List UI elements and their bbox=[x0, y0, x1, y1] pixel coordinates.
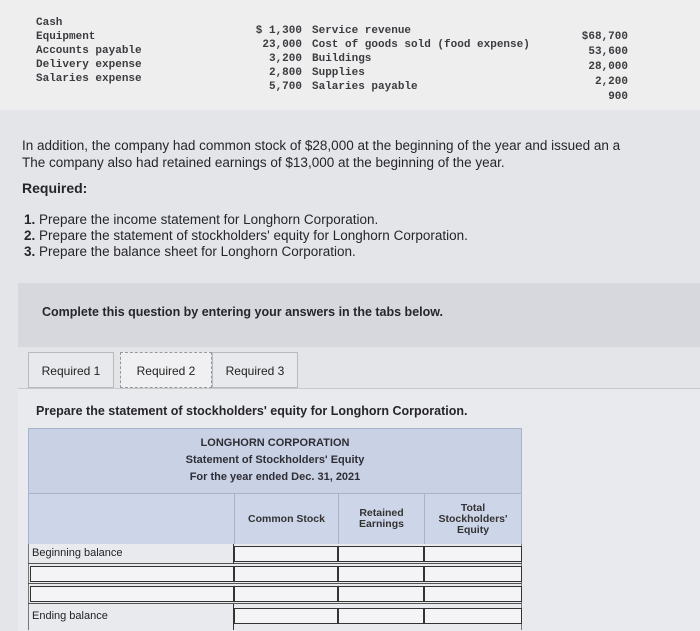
row-label-cell bbox=[28, 544, 234, 564]
table-row bbox=[28, 604, 522, 630]
ledger-label: Salaries expense bbox=[36, 73, 142, 85]
required-item-number: 3. bbox=[24, 244, 36, 259]
ledger-label: Accounts payable bbox=[36, 45, 142, 57]
required-item-text: Prepare the income statement for Longhorn Corporation. bbox=[39, 212, 379, 227]
ledger-amount: 900 bbox=[608, 91, 628, 103]
instructions-banner bbox=[18, 283, 700, 347]
common-stock-input[interactable] bbox=[234, 608, 338, 624]
ledger-label: Cash bbox=[36, 17, 63, 29]
required-item bbox=[24, 228, 468, 244]
ledger-label: Delivery expense bbox=[36, 59, 142, 71]
tab-required-1[interactable]: Required 1 bbox=[28, 352, 114, 388]
required-item-number: 1. bbox=[24, 212, 36, 227]
row-label-cell bbox=[28, 604, 234, 630]
column-header-common-stock: Common Stock bbox=[234, 494, 338, 544]
table-row bbox=[28, 544, 522, 564]
banner-text: Complete this question by entering your answers in the tabs below. bbox=[42, 305, 443, 319]
retained-earnings-input[interactable] bbox=[338, 566, 424, 582]
required-item-number: 2. bbox=[24, 228, 36, 243]
ledger-right-amounts bbox=[560, 30, 628, 105]
row-label-input[interactable] bbox=[30, 586, 234, 602]
column-header-total-equity: Total Stockholders' Equity bbox=[424, 494, 522, 544]
ledger-label: Buildings bbox=[312, 53, 372, 65]
total-equity-input[interactable] bbox=[424, 608, 522, 624]
required-item-text: Prepare the balance sheet for Longhorn Corporation. bbox=[39, 244, 356, 259]
statement-title: Statement of Stockholders' Equity bbox=[185, 454, 365, 466]
ledger-label: Cost of goods sold (food expense) bbox=[312, 39, 530, 51]
row-label: Beginning balance bbox=[32, 547, 123, 559]
required-heading: Required: bbox=[22, 180, 88, 196]
ledger-amount: 5,700 bbox=[268, 81, 302, 93]
common-stock-input[interactable] bbox=[234, 566, 338, 582]
common-stock-input[interactable] bbox=[234, 546, 338, 562]
ledger-amount: 2,200 bbox=[594, 76, 628, 88]
ledger-amount: $68,700 bbox=[581, 31, 628, 43]
table-row bbox=[28, 564, 522, 584]
statement-header bbox=[28, 428, 522, 494]
total-equity-input[interactable] bbox=[424, 586, 522, 602]
required-item-text: Prepare the statement of stockholders' equity for Longhorn Corporation. bbox=[39, 228, 468, 243]
ledger-mid-amounts bbox=[252, 24, 302, 94]
retained-earnings-input[interactable] bbox=[338, 586, 424, 602]
retained-earnings-input[interactable] bbox=[338, 546, 424, 562]
company-name: LONGHORN CORPORATION bbox=[200, 437, 350, 449]
row-label: Ending balance bbox=[32, 610, 108, 622]
required-item bbox=[24, 212, 468, 228]
total-equity-input[interactable] bbox=[424, 566, 522, 582]
required-item bbox=[24, 244, 468, 260]
account-ledger bbox=[0, 0, 700, 110]
ledger-left-labels bbox=[36, 16, 142, 86]
paragraph-line: The company also had retained earnings of $13,000 at the beginning of the year. bbox=[22, 155, 505, 170]
column-header-retained-earnings: Retained Earnings bbox=[338, 494, 424, 544]
ledger-label: Equipment bbox=[36, 31, 96, 43]
ledger-mid-labels bbox=[312, 24, 530, 94]
tab-required-2[interactable]: Required 2 bbox=[120, 352, 212, 388]
ledger-label: Salaries payable bbox=[312, 81, 418, 93]
ledger-amount: $ 1,300 bbox=[255, 25, 302, 37]
common-stock-input[interactable] bbox=[234, 586, 338, 602]
ledger-amount: 53,600 bbox=[588, 46, 628, 58]
tab-required-3[interactable]: Required 3 bbox=[212, 352, 298, 388]
paragraph-line: In addition, the company had common stock of $28,000 at the beginning of the year and issued an a bbox=[22, 138, 621, 153]
ledger-label: Supplies bbox=[312, 67, 365, 79]
row-label-input[interactable] bbox=[30, 566, 234, 582]
ledger-amount: 2,800 bbox=[268, 67, 302, 79]
ledger-label: Service revenue bbox=[312, 25, 412, 37]
stockholders-equity-table bbox=[28, 428, 524, 630]
required-list bbox=[24, 212, 468, 260]
total-equity-input[interactable] bbox=[424, 546, 522, 562]
ledger-amount: 23,000 bbox=[262, 39, 302, 51]
retained-earnings-input[interactable] bbox=[338, 608, 424, 624]
column-header-blank bbox=[28, 494, 234, 544]
statement-period: For the year ended Dec. 31, 2021 bbox=[189, 471, 361, 483]
ledger-amount: 28,000 bbox=[588, 61, 628, 73]
problem-paragraph bbox=[22, 137, 620, 171]
tab-instruction: Prepare the statement of stockholders' equity for Longhorn Corporation. bbox=[36, 404, 468, 418]
ledger-amount: 3,200 bbox=[268, 53, 302, 65]
table-row bbox=[28, 584, 522, 604]
